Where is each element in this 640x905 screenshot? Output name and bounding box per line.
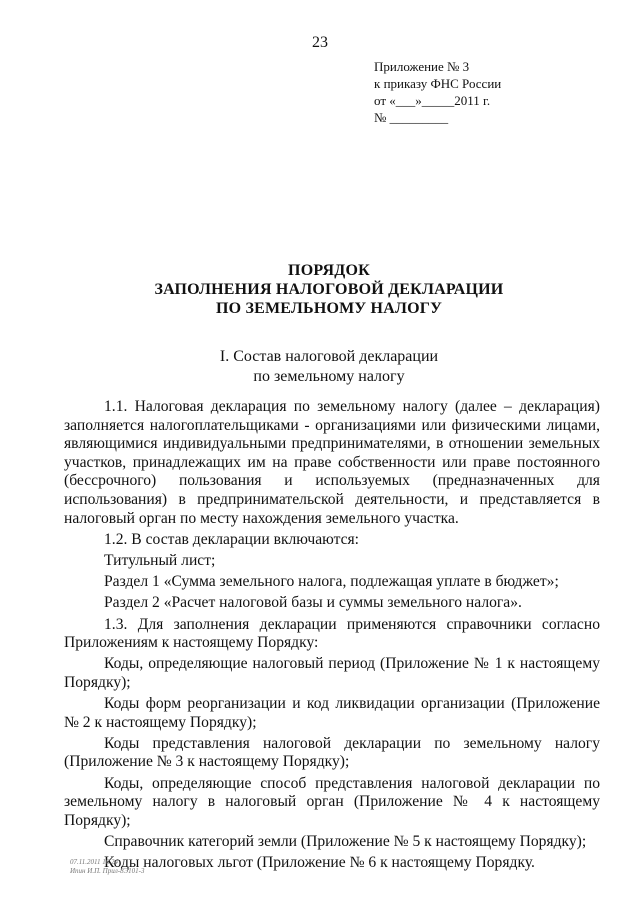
paragraph-1-2: 1.2. В состав декларации включаются: (104, 530, 360, 548)
annex-line-title: Приложение № 3 (374, 59, 470, 74)
list-item-section-2: Раздел 2 «Расчет налоговой базы и суммы земельного налога». (104, 594, 522, 612)
document-title-line-2: ЗАПОЛНЕНИЯ НАЛОГОВОЙ ДЕКЛАРАЦИИ (154, 281, 504, 298)
document-body (64, 398, 600, 875)
paragraph-1-1: 1.1. Налоговая декларация по земельному налогу (далее – декларация) заполняется налогоплательщиками - организациями или физическими лицами, являющимися индивидуальными предпринимателями, в отношении земельных участков, принадлежащих им на праве собственности или праве постоянного (бессрочного) пользования и используемых (предназначенных для использования) в предпринимательской деятельности, и представляется в налоговый орган по месту нахождения земельного участка. (64, 398, 600, 527)
document-title-line-1: ПОРЯДОК (288, 262, 370, 279)
page-number: 23 (312, 34, 328, 51)
list-item-annex-4: Коды, определяющие способ представления налоговой декларации по земельному налогу в налоговый орган (Приложение № 4 к настоящему Порядку); (64, 774, 600, 829)
annex-block (374, 58, 501, 126)
annex-line-order: к приказу ФНС России (374, 76, 502, 91)
list-item-section-1: Раздел 1 «Сумма земельного налога, подлежащая уплате в бюджет»; (104, 573, 559, 591)
annex-line-number: № _________ (374, 110, 449, 125)
footer-file-reference: Ипин И.П. Прил-8Э101-3 (70, 867, 145, 875)
section-heading-line-2: по земельному налогу (253, 368, 405, 385)
list-item-title-page: Титульный лист; (104, 551, 216, 569)
section-heading-line-1: I. Состав налоговой декларации (219, 348, 439, 365)
paragraph-1-3: 1.3. Для заполнения декларации применяются справочники согласно Приложениям к настоящему Порядку: (64, 615, 600, 652)
document-title-line-3: ПО ЗЕМЕЛЬНОМУ НАЛОГУ (215, 300, 443, 317)
list-item-annex-6: Коды налоговых льгот (Приложение № 6 к настоящему Порядку. (104, 854, 535, 872)
list-item-annex-5: Справочник категорий земли (Приложение № 5 к настоящему Порядку); (104, 833, 587, 850)
annex-line-date: от «___»_____2011 г. (374, 93, 491, 108)
footer-timestamp: 07.11.2011 16.24 (70, 858, 118, 866)
list-item-annex-1: Коды, определяющие налоговый период (Приложение № 1 к настоящему Порядку); (64, 655, 600, 691)
list-item-annex-2: Коды форм реорганизации и код ликвидации организации (Приложение № 2 к настоящему Порядку); (64, 695, 600, 731)
list-item-annex-3: Коды представления налоговой декларации по земельному налогу (Приложение № 3 к настоящему Порядку); (64, 734, 600, 771)
